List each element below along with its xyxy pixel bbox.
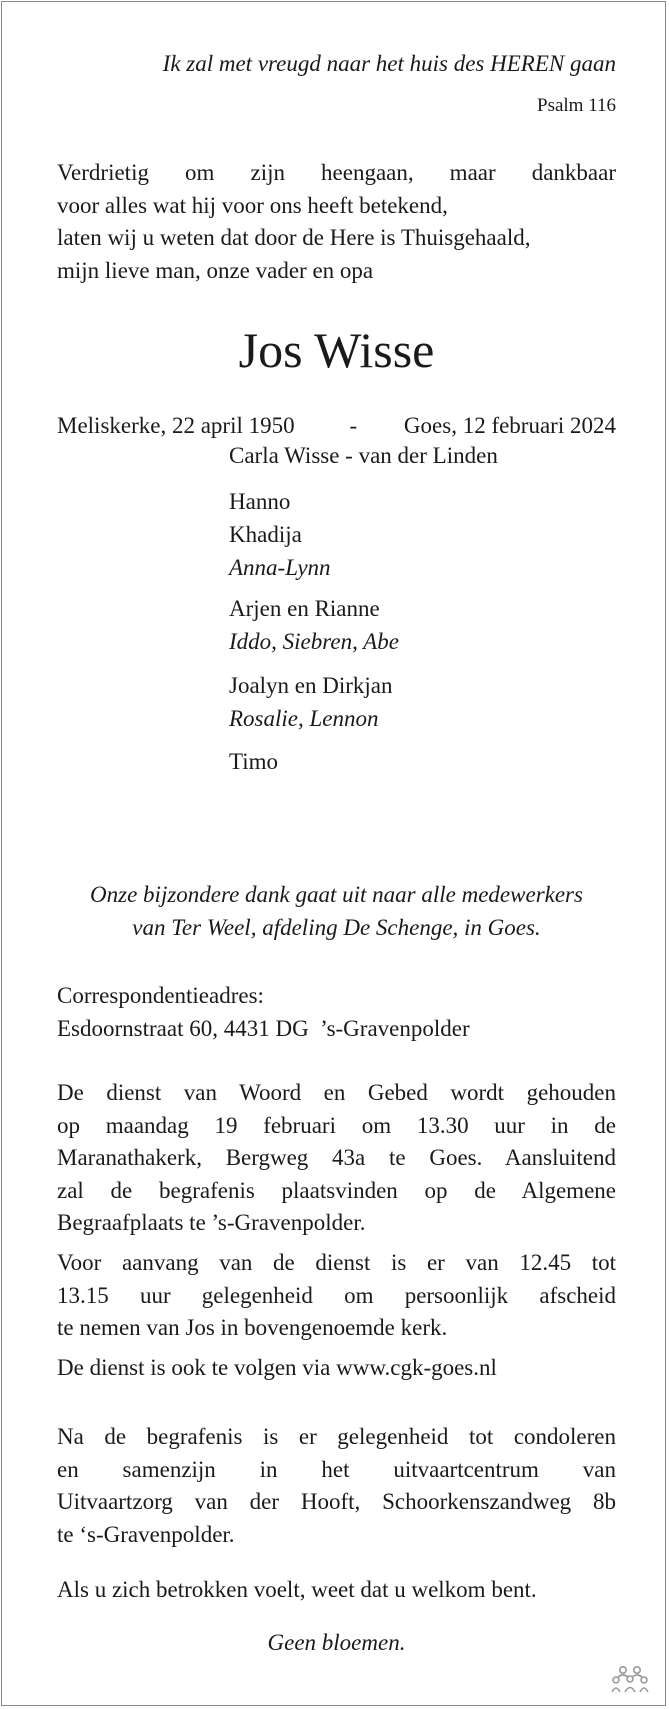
deceased-name: Jos Wisse	[238, 322, 435, 378]
service-paragraph	[57, 1077, 616, 1240]
correspondence	[57, 979, 616, 1045]
family-member: Joalyn en Dirkjan	[229, 673, 393, 698]
service-line: Begraafplaats te ’s-Gravenpolder.	[57, 1210, 366, 1235]
livestream-text: De dienst is ook te volgen via www.cgk-goes.nl	[57, 1355, 497, 1380]
condolence-paragraph	[57, 1421, 616, 1551]
grandchildren: Rosalie, Lennon	[229, 706, 379, 731]
correspondence-label: Correspondentieadres:	[57, 983, 264, 1008]
family-group-3	[229, 669, 393, 735]
condolence-line: Uitvaartzorg van der Hooft, Schoorkenszandweg 8b	[57, 1489, 616, 1514]
family-member: Khadija	[229, 522, 302, 547]
thanks-line: van Ter Weel, afdeling De Schenge, in Goes.	[132, 915, 541, 940]
condolence-line: en samenzijn in het uitvaartcentrum van	[57, 1456, 616, 1482]
death-place-date: Goes, 12 februari 2024	[403, 413, 616, 438]
welcome-note	[57, 1573, 616, 1606]
service-line: Maranathakerk, Bergweg 43a te Goes. Aansluitend	[57, 1145, 616, 1170]
psalm-reference: Psalm 116	[537, 95, 616, 116]
grandchildren: Iddo, Siebren, Abe	[229, 629, 399, 654]
farewell-line: 13.15 uur gelegenheid om persoonlijk afscheid	[57, 1282, 616, 1308]
thanks-note	[57, 878, 616, 944]
family-group-4	[229, 745, 278, 778]
farewell-line: Voor aanvang van de dienst is er van 12.45 tot	[57, 1250, 616, 1275]
family-group-2	[229, 592, 399, 658]
service-line: zal de begrafenis plaatsvinden op de Algemene	[57, 1177, 616, 1203]
family-member: Arjen en Rianne	[229, 596, 380, 621]
family-member: Timo	[229, 749, 279, 774]
birth-place-date: Meliskerke, 22 april 1950	[57, 413, 295, 438]
grandchildren: Anna-Lynn	[229, 555, 331, 580]
condolence-line: te ‘s-Gravenpolder.	[57, 1521, 235, 1547]
intro-line: Verdrietig om zijn heengaan, maar dankbaar	[57, 160, 616, 185]
life-dates	[57, 411, 616, 441]
intro-line: voor alles wat hij voor ons heeft betekend,	[57, 192, 448, 218]
no-flowers-note: Geen bloemen.	[267, 1630, 406, 1655]
family-spouse	[229, 439, 498, 472]
intro-line: mijn lieve man, onze vader en opa	[57, 257, 374, 283]
people-group-icon	[611, 1663, 649, 1695]
announcement-card	[1, 1, 666, 1706]
service-line: De dienst van Woord en Gebed wordt gehouden	[57, 1080, 616, 1105]
farewell-paragraph	[57, 1247, 616, 1345]
welcome-text: Als u zich betrokken voelt, weet dat u welkom bent.	[57, 1577, 537, 1602]
family-member: Hanno	[229, 489, 291, 514]
condolence-line: Na de begrafenis is er gelegenheid tot condoleren	[57, 1424, 616, 1449]
correspondence-address: Esdoornstraat 60, 4431 DG ’s-Gravenpolder	[57, 1016, 470, 1041]
intro-paragraph	[57, 157, 616, 287]
family-group-1	[229, 485, 331, 584]
dates-separator: -	[349, 413, 358, 438]
intro-line: laten wij u weten dat door de Here is Thuisgehaald,	[57, 225, 531, 250]
livestream-note	[57, 1351, 616, 1384]
thanks-line: Onze bijzondere dank gaat uit naar alle medewerkers	[90, 882, 583, 907]
farewell-line: te nemen van Jos in bovengenoemde kerk.	[57, 1315, 448, 1340]
service-line: op maandag 19 februari om 13.30 uur in de	[57, 1112, 616, 1138]
spouse-name: Carla Wisse - van der Linden	[229, 443, 498, 468]
psalm-quote: Ik zal met vreugd naar het huis des HEREN gaan	[162, 51, 616, 76]
